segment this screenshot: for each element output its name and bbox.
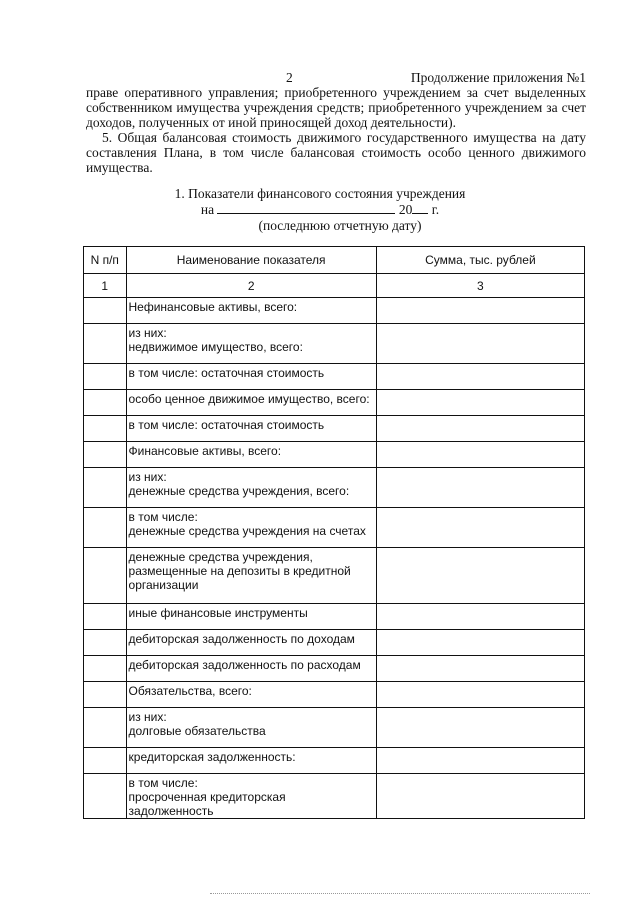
indicator-name-cell: Обязательства, всего: [126,682,376,708]
sum-cell [376,298,584,324]
table-row [84,682,585,708]
sum-cell [376,774,584,819]
paragraph-item-5: 5. Общая балансовая стоимость движимого государственного имущества на дату составления Плана, в том числе балансовая стоимость особо ценного движимого имущества. [86,130,586,175]
table-row [84,604,585,630]
indicator-name-cell: дебиторская задолженность по доходам [126,630,376,656]
section-title: 1. Показатели финансового состояния учреждения [174,186,466,201]
header-name: Наименование показателя [126,247,376,274]
table-row [84,416,585,442]
indicator-name-cell: в том числе: денежные средства учреждения на счетах [126,508,376,548]
sum-cell [376,468,584,508]
indicator-name-cell: в том числе: просроченная кредиторская задолженность [126,774,376,819]
sum-cell [376,656,584,682]
column-number-row [84,274,585,298]
financial-indicators-table [83,246,585,819]
row-number-cell [84,748,127,774]
date-blank [217,202,395,214]
sum-cell [376,748,584,774]
indicator-name-cell: в том числе: остаточная стоимость [126,416,376,442]
row-number-cell [84,416,127,442]
table-row [84,748,585,774]
row-number-cell [84,468,127,508]
header-number: N п/п [84,247,127,274]
row-number-cell [84,324,127,364]
page-number: 2 [286,70,293,85]
sum-cell [376,630,584,656]
sum-cell [376,324,584,364]
row-number-cell [84,682,127,708]
scan-edge-marks [210,893,590,896]
date-note: (последнюю отчетную дату) [258,218,422,233]
table-row [84,656,585,682]
row-number-cell [84,508,127,548]
sum-cell [376,708,584,748]
indicator-name-cell: Финансовые активы, всего: [126,442,376,468]
indicator-name-cell: денежные средства учреждения, размещенные на депозиты в кредитной организации [126,548,376,604]
table-row [84,442,585,468]
table-row [84,708,585,748]
indicator-name-cell: из них: долговые обязательства [126,708,376,748]
sum-cell [376,364,584,390]
date-prefix: на [200,202,215,217]
indicator-name-cell: кредиторская задолженность: [126,748,376,774]
indicator-name-cell: Нефинансовые активы, всего: [126,298,376,324]
table-row [84,548,585,604]
table-row [84,774,585,819]
page-header [86,70,586,86]
sum-cell [376,548,584,604]
col-number-1: 1 [84,274,127,298]
row-number-cell [84,548,127,604]
date-line [0,202,640,217]
row-number-cell [84,604,127,630]
col-number-2: 2 [126,274,376,298]
year-blank [412,202,428,214]
row-number-cell [84,298,127,324]
row-number-cell [84,364,127,390]
sum-cell [376,508,584,548]
row-number-cell [84,708,127,748]
paragraph-ownership: праве оперативного управления; приобретенного учреждением за счет выделенных собственником имущества учреждения средств; приобретенного учреждением за счет доходов, полученных от иной приносящей доход деятельности). [86,85,586,130]
indicator-name-cell: дебиторская задолженность по расходам [126,656,376,682]
date-suffix: г. [431,202,440,217]
row-number-cell [84,774,127,819]
col-number-3: 3 [376,274,584,298]
header-sum: Сумма, тыс. рублей [376,247,584,274]
row-number-cell [84,442,127,468]
sum-cell [376,416,584,442]
indicator-name-cell: в том числе: остаточная стоимость [126,364,376,390]
sum-cell [376,442,584,468]
table-row [84,630,585,656]
row-number-cell [84,630,127,656]
table-row [84,468,585,508]
indicator-name-cell: особо ценное движимое имущество, всего: [126,390,376,416]
table-row [84,298,585,324]
indicator-name-cell: из них: недвижимое имущество, всего: [126,324,376,364]
indicator-name-cell: из них: денежные средства учреждения, всего: [126,468,376,508]
row-number-cell [84,656,127,682]
table-row [84,508,585,548]
indicator-name-cell: иные финансовые инструменты [126,604,376,630]
continuation-label: Продолжение приложения №1 [410,70,586,85]
table-header-row [84,247,585,274]
sum-cell [376,390,584,416]
sum-cell [376,682,584,708]
sum-cell [376,604,584,630]
table-row [84,364,585,390]
table-row [84,324,585,364]
row-number-cell [84,390,127,416]
date-year: 20 [398,202,413,217]
table-row [84,390,585,416]
